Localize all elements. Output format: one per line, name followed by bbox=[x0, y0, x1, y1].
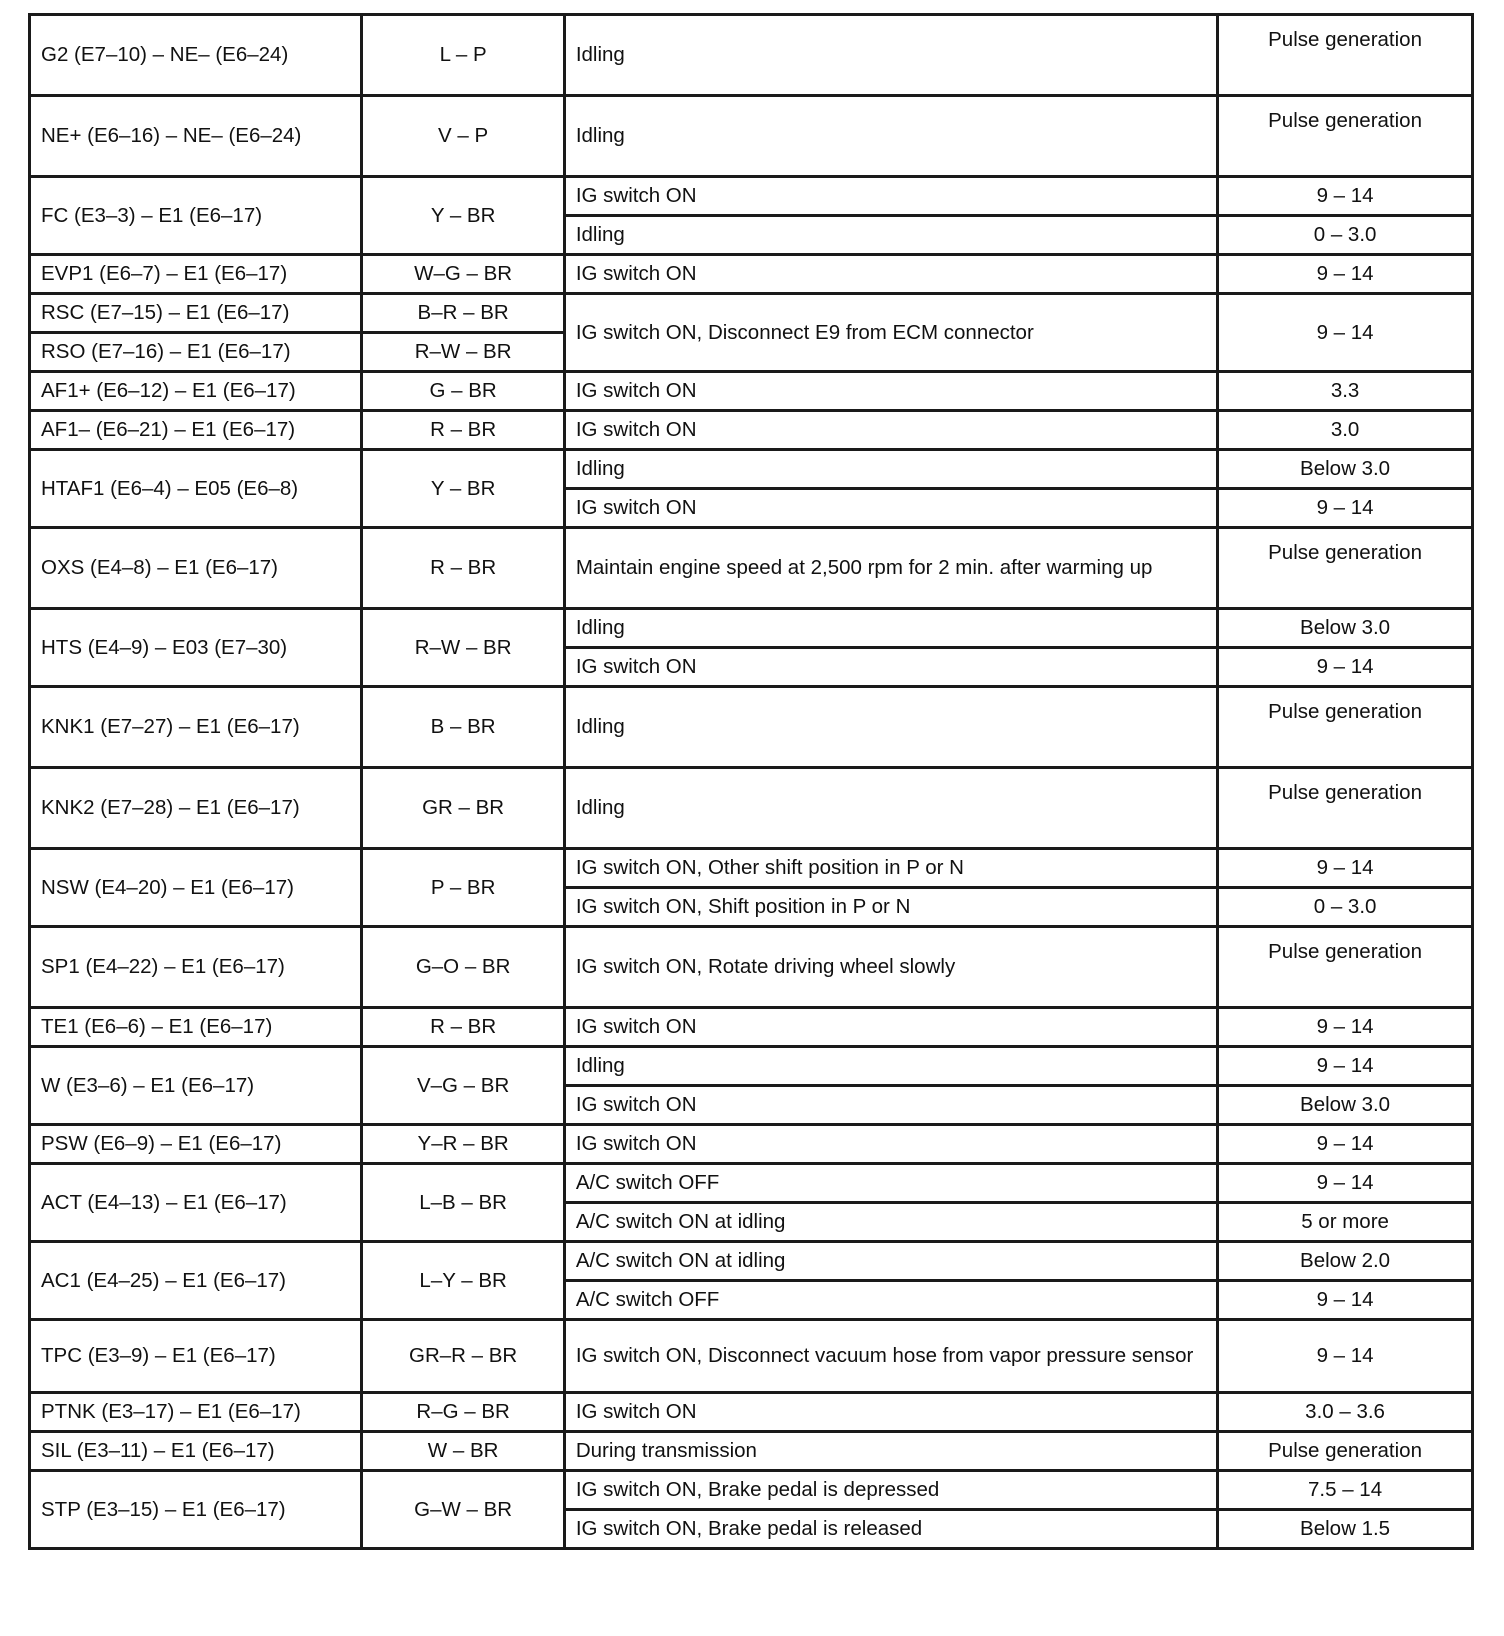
spec-cell: 9 – 14 bbox=[1218, 648, 1473, 687]
table-row bbox=[30, 927, 1473, 1008]
wiring-color-cell: R–G – BR bbox=[362, 1393, 564, 1432]
condition-cell: IG switch ON bbox=[564, 1393, 1217, 1432]
spec-cell: 5 or more bbox=[1218, 1203, 1473, 1242]
condition-cell: IG switch ON bbox=[564, 1086, 1217, 1125]
wiring-color-cell: G – BR bbox=[362, 372, 564, 411]
ecm-terminal-table-sheet bbox=[28, 13, 1474, 1550]
spec-cell: 0 – 3.0 bbox=[1218, 888, 1473, 927]
wiring-color-cell: L–B – BR bbox=[362, 1164, 564, 1242]
condition-cell: IG switch ON, Shift position in P or N bbox=[564, 888, 1217, 927]
terminal-cell: SP1 (E4–22) – E1 (E6–17) bbox=[30, 927, 362, 1008]
condition-cell: Idling bbox=[564, 609, 1217, 648]
spec-cell: Pulse generation bbox=[1218, 687, 1473, 768]
spec-cell: Pulse generation bbox=[1218, 15, 1473, 96]
condition-cell: A/C switch ON at idling bbox=[564, 1242, 1217, 1281]
condition-cell: During transmission bbox=[564, 1432, 1217, 1471]
spec-cell: 9 – 14 bbox=[1218, 255, 1473, 294]
wiring-color-cell: B – BR bbox=[362, 687, 564, 768]
table-row bbox=[30, 1242, 1473, 1281]
wiring-color-cell: B–R – BR bbox=[362, 294, 564, 333]
wiring-color-cell: R–W – BR bbox=[362, 333, 564, 372]
wiring-color-cell: R – BR bbox=[362, 411, 564, 450]
terminal-cell: W (E3–6) – E1 (E6–17) bbox=[30, 1047, 362, 1125]
terminal-cell: ACT (E4–13) – E1 (E6–17) bbox=[30, 1164, 362, 1242]
wiring-color-cell: GR–R – BR bbox=[362, 1320, 564, 1393]
terminal-cell: HTAF1 (E6–4) – E05 (E6–8) bbox=[30, 450, 362, 528]
condition-cell: IG switch ON bbox=[564, 1125, 1217, 1164]
condition-cell: IG switch ON bbox=[564, 411, 1217, 450]
condition-cell: A/C switch OFF bbox=[564, 1281, 1217, 1320]
terminal-cell: RSO (E7–16) – E1 (E6–17) bbox=[30, 333, 362, 372]
condition-cell: Idling bbox=[564, 768, 1217, 849]
table-row bbox=[30, 1164, 1473, 1203]
spec-cell: 3.3 bbox=[1218, 372, 1473, 411]
condition-cell: IG switch ON, Other shift position in P or N bbox=[564, 849, 1217, 888]
terminal-cell: AF1+ (E6–12) – E1 (E6–17) bbox=[30, 372, 362, 411]
wiring-color-cell: W – BR bbox=[362, 1432, 564, 1471]
condition-cell: IG switch ON bbox=[564, 1008, 1217, 1047]
terminal-cell: KNK2 (E7–28) – E1 (E6–17) bbox=[30, 768, 362, 849]
wiring-color-cell: R – BR bbox=[362, 528, 564, 609]
terminal-cell: HTS (E4–9) – E03 (E7–30) bbox=[30, 609, 362, 687]
condition-cell: IG switch ON, Brake pedal is depressed bbox=[564, 1471, 1217, 1510]
spec-cell: 3.0 bbox=[1218, 411, 1473, 450]
terminal-cell: AF1– (E6–21) – E1 (E6–17) bbox=[30, 411, 362, 450]
spec-cell: Pulse generation bbox=[1218, 528, 1473, 609]
table-row bbox=[30, 15, 1473, 96]
wiring-color-cell: R–W – BR bbox=[362, 609, 564, 687]
spec-cell: Pulse generation bbox=[1218, 96, 1473, 177]
condition-cell: Idling bbox=[564, 450, 1217, 489]
condition-cell: Idling bbox=[564, 216, 1217, 255]
condition-cell: IG switch ON bbox=[564, 648, 1217, 687]
wiring-color-cell: L – P bbox=[362, 15, 564, 96]
spec-cell: 7.5 – 14 bbox=[1218, 1471, 1473, 1510]
condition-cell: IG switch ON bbox=[564, 489, 1217, 528]
terminal-cell: KNK1 (E7–27) – E1 (E6–17) bbox=[30, 687, 362, 768]
table-row bbox=[30, 1471, 1473, 1510]
spec-cell: 9 – 14 bbox=[1218, 489, 1473, 528]
terminal-cell: STP (E3–15) – E1 (E6–17) bbox=[30, 1471, 362, 1549]
terminal-cell: EVP1 (E6–7) – E1 (E6–17) bbox=[30, 255, 362, 294]
table-row bbox=[30, 1125, 1473, 1164]
condition-cell: Idling bbox=[564, 15, 1217, 96]
spec-cell: 9 – 14 bbox=[1218, 849, 1473, 888]
wiring-color-cell: V–G – BR bbox=[362, 1047, 564, 1125]
spec-cell: 0 – 3.0 bbox=[1218, 216, 1473, 255]
table-row bbox=[30, 294, 1473, 333]
table-row bbox=[30, 411, 1473, 450]
spec-cell: 9 – 14 bbox=[1218, 1047, 1473, 1086]
condition-cell: Idling bbox=[564, 1047, 1217, 1086]
table-row bbox=[30, 1432, 1473, 1471]
terminal-cell: AC1 (E4–25) – E1 (E6–17) bbox=[30, 1242, 362, 1320]
spec-cell: 9 – 14 bbox=[1218, 1281, 1473, 1320]
spec-cell: 9 – 14 bbox=[1218, 294, 1473, 372]
spec-cell: Below 3.0 bbox=[1218, 450, 1473, 489]
spec-cell: 3.0 – 3.6 bbox=[1218, 1393, 1473, 1432]
spec-cell: Below 3.0 bbox=[1218, 609, 1473, 648]
ecm-terminal-voltage-table bbox=[28, 13, 1474, 1550]
wiring-color-cell: P – BR bbox=[362, 849, 564, 927]
table-row bbox=[30, 687, 1473, 768]
terminal-cell: OXS (E4–8) – E1 (E6–17) bbox=[30, 528, 362, 609]
table-row bbox=[30, 372, 1473, 411]
spec-cell: Pulse generation bbox=[1218, 1432, 1473, 1471]
condition-cell: IG switch ON, Disconnect E9 from ECM connector bbox=[564, 294, 1217, 372]
table-row bbox=[30, 1393, 1473, 1432]
table-row bbox=[30, 177, 1473, 216]
condition-cell: Idling bbox=[564, 687, 1217, 768]
terminal-cell: G2 (E7–10) – NE– (E6–24) bbox=[30, 15, 362, 96]
condition-cell: IG switch ON, Brake pedal is released bbox=[564, 1510, 1217, 1549]
spec-cell: 9 – 14 bbox=[1218, 1164, 1473, 1203]
condition-cell: Maintain engine speed at 2,500 rpm for 2 min. after warming up bbox=[564, 528, 1217, 609]
terminal-cell: RSC (E7–15) – E1 (E6–17) bbox=[30, 294, 362, 333]
spec-cell: 9 – 14 bbox=[1218, 177, 1473, 216]
terminal-cell: FC (E3–3) – E1 (E6–17) bbox=[30, 177, 362, 255]
wiring-color-cell: GR – BR bbox=[362, 768, 564, 849]
table-row bbox=[30, 255, 1473, 294]
spec-cell: Below 2.0 bbox=[1218, 1242, 1473, 1281]
condition-cell: Idling bbox=[564, 96, 1217, 177]
spec-cell: 9 – 14 bbox=[1218, 1008, 1473, 1047]
terminal-cell: TE1 (E6–6) – E1 (E6–17) bbox=[30, 1008, 362, 1047]
wiring-color-cell: R – BR bbox=[362, 1008, 564, 1047]
condition-cell: IG switch ON bbox=[564, 177, 1217, 216]
spec-cell: 9 – 14 bbox=[1218, 1125, 1473, 1164]
table-row bbox=[30, 609, 1473, 648]
table-row bbox=[30, 849, 1473, 888]
table-row bbox=[30, 450, 1473, 489]
condition-cell: IG switch ON, Rotate driving wheel slowly bbox=[564, 927, 1217, 1008]
terminal-cell: PSW (E6–9) – E1 (E6–17) bbox=[30, 1125, 362, 1164]
wiring-color-cell: W–G – BR bbox=[362, 255, 564, 294]
wiring-color-cell: L–Y – BR bbox=[362, 1242, 564, 1320]
table-row bbox=[30, 96, 1473, 177]
table-row bbox=[30, 768, 1473, 849]
wiring-color-cell: Y–R – BR bbox=[362, 1125, 564, 1164]
terminal-cell: SIL (E3–11) – E1 (E6–17) bbox=[30, 1432, 362, 1471]
condition-cell: IG switch ON, Disconnect vacuum hose from vapor pressure sensor bbox=[564, 1320, 1217, 1393]
spec-cell: Pulse generation bbox=[1218, 927, 1473, 1008]
table-row bbox=[30, 1320, 1473, 1393]
terminal-cell: NSW (E4–20) – E1 (E6–17) bbox=[30, 849, 362, 927]
table-row bbox=[30, 528, 1473, 609]
condition-cell: A/C switch OFF bbox=[564, 1164, 1217, 1203]
wiring-color-cell: G–O – BR bbox=[362, 927, 564, 1008]
wiring-color-cell: G–W – BR bbox=[362, 1471, 564, 1549]
terminal-cell: PTNK (E3–17) – E1 (E6–17) bbox=[30, 1393, 362, 1432]
condition-cell: A/C switch ON at idling bbox=[564, 1203, 1217, 1242]
terminal-cell: NE+ (E6–16) – NE– (E6–24) bbox=[30, 96, 362, 177]
condition-cell: IG switch ON bbox=[564, 255, 1217, 294]
wiring-color-cell: V – P bbox=[362, 96, 564, 177]
spec-cell: Below 3.0 bbox=[1218, 1086, 1473, 1125]
terminal-cell: TPC (E3–9) – E1 (E6–17) bbox=[30, 1320, 362, 1393]
condition-cell: IG switch ON bbox=[564, 372, 1217, 411]
wiring-color-cell: Y – BR bbox=[362, 177, 564, 255]
spec-cell: 9 – 14 bbox=[1218, 1320, 1473, 1393]
spec-cell: Pulse generation bbox=[1218, 768, 1473, 849]
table-row bbox=[30, 1047, 1473, 1086]
table-row bbox=[30, 1008, 1473, 1047]
wiring-color-cell: Y – BR bbox=[362, 450, 564, 528]
spec-cell: Below 1.5 bbox=[1218, 1510, 1473, 1549]
